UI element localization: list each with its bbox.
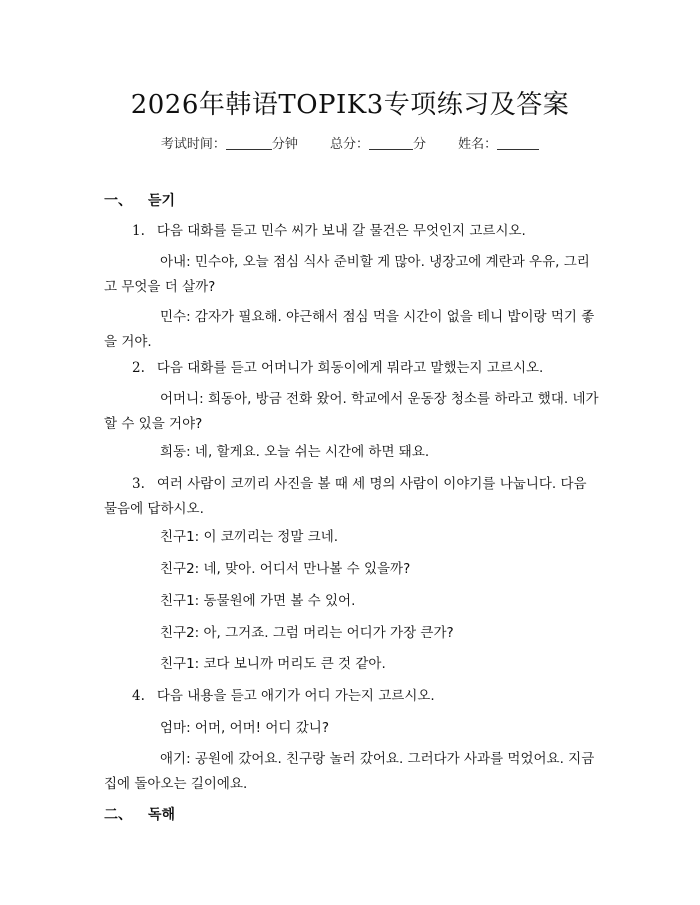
exam-time-field [161,137,302,152]
dialogue-line: 희동: 네, 할게요. 오늘 쉬는 시간에 하면 돼요. [160,444,430,460]
dialogue-line: 친구1: 코다 보니까 머리도 큰 것 같아. [160,656,386,672]
name-label: 姓名： [458,137,498,152]
total-score-field [330,137,430,152]
section-number: 二、 [104,807,132,823]
exam-time-blank[interactable] [226,137,272,150]
name-field [458,137,539,152]
question-number: 1. [132,223,145,239]
question-number: 2. [132,360,145,376]
exam-time-label: 考试时间： [160,137,226,152]
dialogue-line: 친구1: 이 코끼리는 정말 크네. [160,529,339,545]
question-text: 다음 대화를 듣고 어머니가 희동이에게 뭐라고 말했는지 고르시오. [156,360,544,376]
dialogue-line: 어머니: 희동아, 방금 전화 왔어. 학교에서 운동장 청소를 하라고 했대. 네가 할 수 있을 거야? [104,391,599,432]
section-heading-reading [104,804,175,824]
question-number: 4. [132,688,145,704]
question-number: 3. [132,476,145,492]
section-title: 듣기 [148,193,176,209]
question-prompt [104,219,600,244]
dialogue-line: 친구1: 동물원에 가면 볼 수 있어. [160,593,356,609]
question-prompt [104,472,600,522]
dialogue-line: 친구2: 네, 맞아. 어디서 만나볼 수 있을까? [160,561,411,577]
total-score-blank[interactable] [369,137,413,150]
question-prompt [104,356,600,381]
name-blank[interactable] [497,137,539,150]
question-text: 다음 내용을 듣고 애기가 어디 가는지 고르시오. [156,688,435,704]
question-prompt [104,684,600,709]
exam-time-unit: 分钟 [271,137,298,152]
exam-info [0,133,700,152]
question-text: 다음 대화를 듣고 민수 씨가 보내 갈 물건은 무엇인지 고르시오. [156,223,526,239]
dialogue-line: 민수: 감자가 필요해. 야근해서 점심 먹을 시간이 없을 테니 밥이랑 먹기 좋을 거야. [104,309,595,350]
document-title: 2026年韩语TOPIK3专项练习及答案 [130,90,570,120]
dialogue-line: 친구2: 아, 그거죠. 그럼 머리는 어디가 가장 큰가? [160,625,454,641]
section-number: 一、 [104,193,132,209]
total-score-unit: 分 [413,137,427,152]
dialogue-line: 아내: 민수야, 오늘 점심 식사 준비할 게 많아. 냉장고에 계란과 우유, 그리고 무엇을 더 살까? [104,254,590,295]
section-heading-listening [104,190,175,210]
question-text: 여러 사람이 코끼리 사진을 볼 때 세 명의 사람이 이야기를 나눕니다. 다음 물음에 답하시오. [104,476,587,517]
dialogue-line: 엄마: 어머, 어머! 어디 갔니? [160,720,329,736]
total-score-label: 总分： [329,137,369,152]
dialogue-line: 애기: 공원에 갔어요. 친구랑 놀러 갔어요. 그러다가 사과를 먹었어요. 지금 집에 돌아오는 길이에요. [104,751,595,792]
section-title: 독해 [148,807,176,823]
